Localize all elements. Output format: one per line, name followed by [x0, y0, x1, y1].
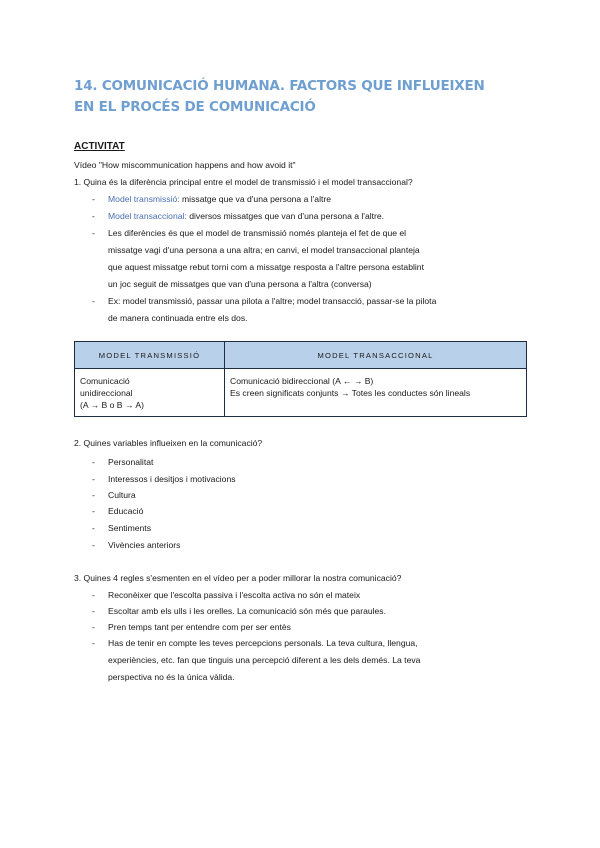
q1-example-line: de manera continuada entre els dos.	[108, 313, 248, 323]
bullet-marker: -	[92, 506, 95, 516]
question-1: 1. Quina és la diferència principal entre el model de transmissió i el model transaccional?	[74, 177, 413, 187]
table-header-row	[75, 342, 527, 369]
list-item-line: experiències, etc. fan que tinguis una percepció diferent a les dels demés. La teva	[108, 655, 421, 665]
bullet-marker: -	[92, 523, 95, 533]
list-item-line: perspectiva no és la única vàlida.	[108, 672, 235, 682]
table-cell-transmission	[75, 369, 225, 417]
table-header-transmission: MODEL TRANSMISSIÓ	[75, 342, 225, 369]
title-line-1: 14. COMUNICACIÓ HUMANA. FACTORS QUE INFLUEIXEN	[74, 78, 485, 94]
question-3: 3. Quines 4 regles s'esmenten en el vídeo per a poder millorar la nostra comunicació?	[74, 573, 402, 583]
bullet-marker: -	[92, 474, 95, 484]
table-row	[75, 369, 527, 417]
cell-line: Comunicació bidireccional (A ← → B)	[230, 376, 374, 386]
table-header-transactional: MODEL TRANSACCIONAL	[225, 342, 527, 369]
q1-differences-line: Les diferències és que el model de transmissió només planteja el fet de que el	[108, 228, 407, 238]
list-item: Reconèixer que l'escolta passiva i l'escolta activa no són el mateix	[108, 590, 361, 600]
list-item-line: Has de tenir en compte les teves percepcions personals. La teva cultura, llengua,	[108, 638, 418, 648]
video-reference: Vídeo "How miscommunication happens and how avoid it"	[74, 160, 296, 170]
list-item: Interessos i desitjos i motivacions	[108, 474, 236, 484]
bullet-marker: -	[92, 638, 95, 648]
q1-differences-line: missatge vagi d'una persona a una altra; en canvi, el model transaccional planteja	[108, 245, 420, 255]
models-comparison-table	[74, 341, 527, 417]
q1-example-line: Ex: model transmissió, passar una pilota a l'altre; model transacció, passar-se la pilota	[108, 296, 437, 306]
cell-line: Comunicació	[80, 376, 130, 386]
cell-line: Es creen significats conjunts → Totes les conductes són lineals	[230, 388, 471, 398]
bullet-marker: -	[92, 540, 95, 550]
model-transmission-text: missatge que va d'una persona a l'altre	[179, 194, 332, 204]
bullet-marker: -	[92, 228, 95, 238]
activity-heading: ACTIVITAT	[74, 141, 125, 152]
cell-line: unidireccional	[80, 388, 133, 398]
model-transactional-text: diversos missatges que van d'una persona a l'altre.	[186, 211, 385, 221]
q1-differences-line: un joc seguit de missatges que van d'una persona a l'altra (conversa)	[108, 279, 372, 289]
title-line-2: EN EL PROCÉS DE COMUNICACIÓ	[74, 99, 316, 115]
bullet-marker: -	[92, 622, 95, 632]
bullet-marker: -	[92, 490, 95, 500]
page-title	[74, 76, 554, 118]
list-item: Cultura	[108, 490, 136, 500]
q1-bullet-transactional	[108, 211, 384, 222]
list-item: Educació	[108, 506, 144, 516]
list-item: Vivències anteriors	[108, 540, 181, 550]
bullet-marker: -	[92, 296, 95, 306]
list-item: Escoltar amb els ulls i les orelles. La comunicació són més que paraules.	[108, 606, 386, 616]
bullet-marker: -	[92, 211, 95, 221]
list-item: Personalitat	[108, 457, 154, 467]
list-item: Sentiments	[108, 523, 151, 533]
model-transmission-label: Model transmissió:	[108, 194, 180, 204]
q1-differences-line: que aquest missatge rebut torni com a missatge resposta a l'altre persona establint	[108, 262, 424, 272]
table-cell-transactional	[225, 369, 527, 417]
list-item: Pren temps tant per entendre com per ser entès	[108, 622, 291, 632]
model-transactional-label: Model transaccional:	[108, 211, 187, 221]
bullet-marker: -	[92, 194, 95, 204]
cell-line: (A → B o B → A)	[80, 400, 144, 410]
question-2: 2. Quines variables influeixen en la comunicació?	[74, 438, 263, 448]
bullet-marker: -	[92, 606, 95, 616]
bullet-marker: -	[92, 457, 95, 467]
q1-bullet-transmission	[108, 194, 331, 205]
bullet-marker: -	[92, 590, 95, 600]
